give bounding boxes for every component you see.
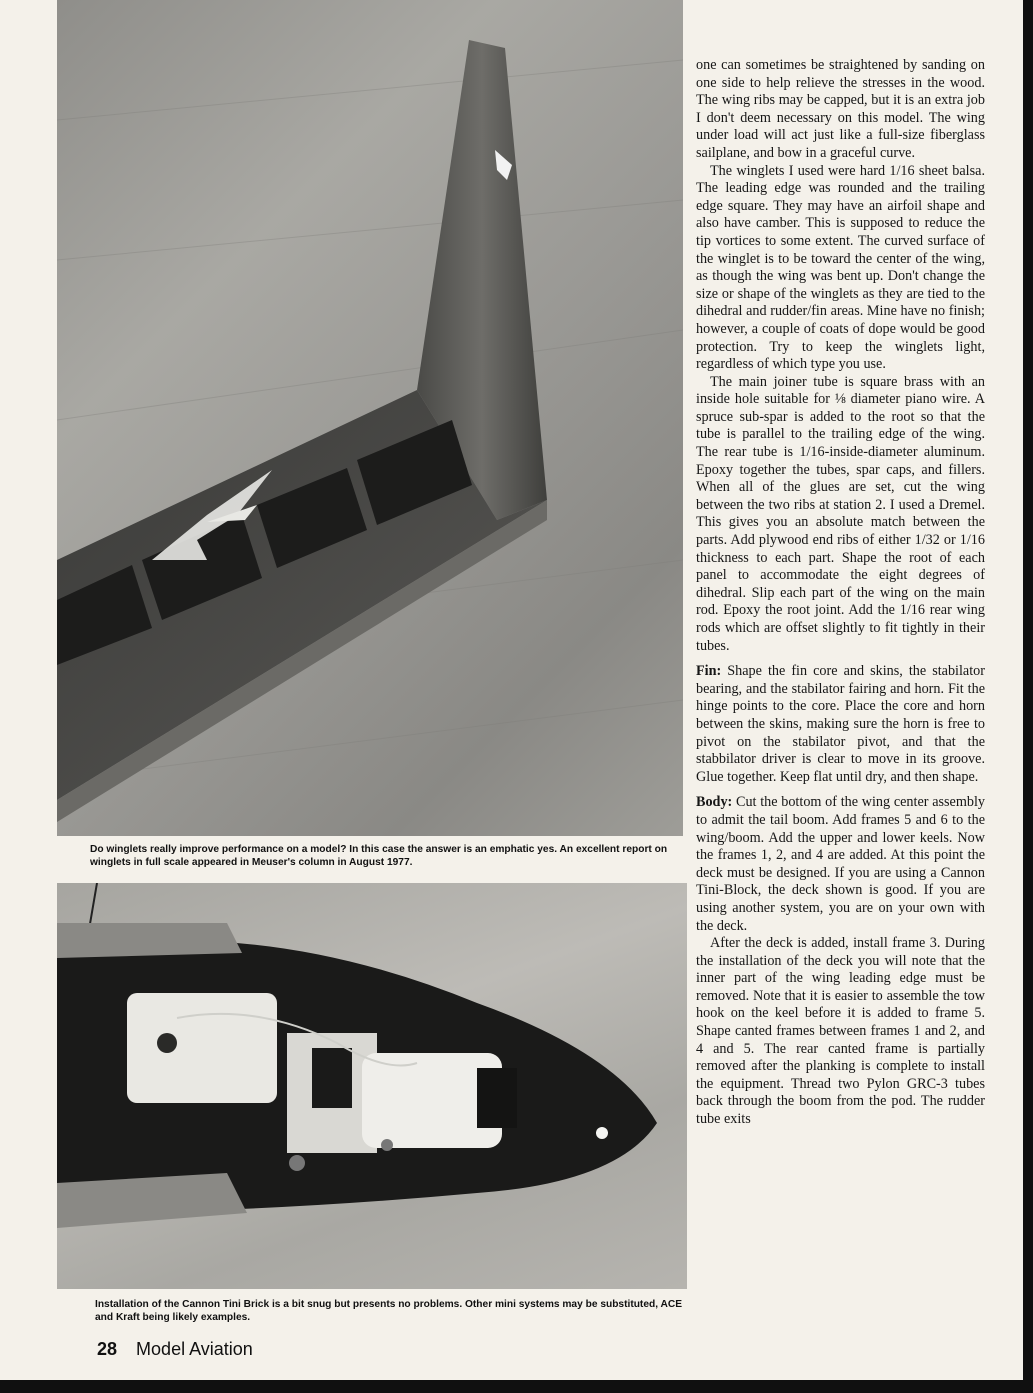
fin-heading: Fin: [696,663,722,680]
body-heading: Body: [696,794,733,811]
article-column [696,57,985,1129]
winglet-photo [57,0,683,836]
page-number: 28 [97,1339,118,1359]
paragraph-winglets: The winglets I used were hard 1/16 sheet balsa. The leading edge was rounded and the trailing edge square. They may have an airfoil shape and also have camber. This is supposed to reduce the tip vortices to some extent. The curved surface of the winglet is to be toward the center of the wing, as though the wing was bent up. Don't change the size or shape of the winglets as they are tied to the dihedral and rudder/fin areas. Mine have no finish; however, a couple of coats of dope would be good protection. Try to keep the winglets light, regardless of which type you use. [696,162,985,373]
installation-photo [57,883,687,1289]
installation-caption: Installation of the Cannon Tini Brick is a bit snug but presents no problems. Other mini systems may be substituted, ACE and Kraft being likely examples. [95,1299,683,1323]
battery-pack [127,993,277,1103]
page-footer [97,1339,253,1360]
winglet-caption: Do winglets really improve performance on a model? In this case the answer is an emphatic yes. An excellent report on winglets in full scale appeared in Meuser's column in August 1977. [90,844,668,868]
section-fin [696,663,985,786]
paragraph-wing-ribs: one can sometimes be straightened by sanding on one side to help relieve the stresses in the wood. The wing ribs may be capped, but it is an extra job I don't deem necessary on this model. The wing under load will act just like a full-size fiberglass sailplane, and bow in a graceful curve. [696,57,985,161]
paragraph-deck: After the deck is added, install frame 3. During the installation of the deck you will note that the inner part of the wing leading edge must be removed. Note that it is easier to assemble the tow hook on the keel before it is added to frame 5. Shape canted frames between frames 1 and 2, and 4 and 5. The rear canted frame is partially removed after the planking is complete to install the equipment. Thread two Pylon GRC-3 tubes back through the boom from the pod. The rudder tube exits [696,935,985,1128]
body-text: Cut the bottom of the wing center assembly to admit the tail boom. Add frames 5 and 6 to the wing/boom. Add the upper and lower keels. Now the frames 1, 2, and 4 are added. At this point the deck must be designed. If you are using a Cannon Tini-Block, the deck shown is good. If you are using another system, you are on your own with the deck. [696,794,985,934]
magazine-title: Model Aviation [136,1339,253,1359]
paragraph-joiner-tube: The main joiner tube is square brass with an inside hole suitable for ⅛ diameter piano wire. A spruce sub-spar is added to the root so that the tube is parallel to the trailing edge of the wing. The rear tube is 1/16-inside-diameter aluminum. Epoxy together the tubes, spar caps, and fillers. When all of the glues are set, cut the wing between the two ribs at station 2. I used a Dremel. This gives you an absolute match between the parts. Add plywood end ribs of either 1/32 or 1/16 thickness to each part. Shape the root of each panel to accommodate the eight degrees of dihedral. Slip each part of the wing on the main rod. Epoxy the root joint. Add the 1/16 rear wing rods which are offset slightly to fit tightly in their tubes. [696,373,985,654]
fin-text: Shape the fin core and skins, the stabilator bearing, and the stabilator fairing and horn. Fit the hinge points to the core. Place the core and horn between the skins, making sure the horn is free to pivot on the stabilator pivot, and that the stabbilator driver is clear to move in its groove. Glue together. Keep flat until dry, and then shape. [696,663,985,785]
section-body [696,794,985,935]
